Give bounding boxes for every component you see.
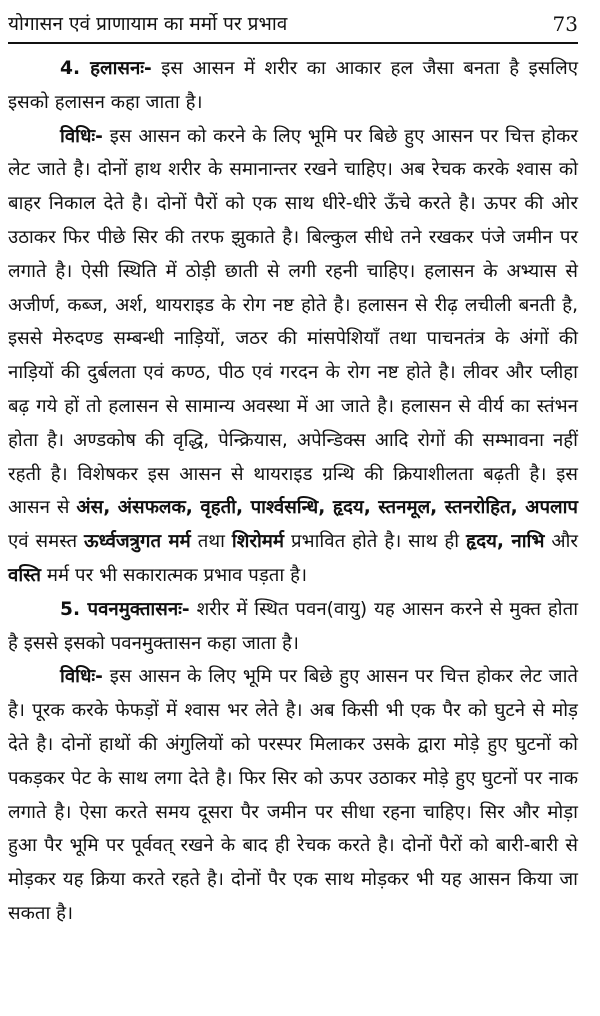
paragraph-text: मर्म पर भी सकारात्मक प्रभाव पड़ता है। [41, 564, 308, 586]
section-heading-halasana: 4. हलासनः- [60, 58, 152, 79]
paragraph-text: प्रभावित होते है। साथ ही [284, 531, 466, 553]
page-number: 73 [552, 12, 578, 36]
page-body [8, 52, 578, 931]
paragraph-halasana-intro [8, 52, 578, 120]
paragraph-text: इस आसन के लिए भूमि पर बिछे हुए आसन पर चित्त होकर लेट जाते है। पूरक करके फेफड़ों में श्वास भर लेते है। अब किसी भी एक पैर को घुटने से मोड़ देते है। दोनों हाथों की अंगुलियों को परस्पर मिलाकर उसके द्वारा मोड़े हुए घुटनों को पकड़कर पेट के साथ लगा देते है। फिर सिर को ऊपर उठाकर मोड़े हुए घुटनों पर नाक लगाते है। ऐसा करते समय दूसरा पैर जमीन पर सीधा रहना चाहिए। सिर और मोड़ा हुआ पैर भूमि पर पूर्ववत् रखने के बाद ही रेचक करते है। दोनों पैरों को बारी-बारी से मोड़कर यह क्रिया करते रहते है। दोनों पैर एक साथ मोड़कर भी यह आसन किया जा सकता है। [8, 666, 578, 924]
paragraph-pavanamuktasana-intro [8, 593, 578, 661]
paragraph-text: इस आसन को करने के लिए भूमि पर बिछे हुए आसन पर चित्त होकर लेट जाते है। दोनों हाथ शरीर के समानान्तर रखने चाहिए। अब रेचक करके श्वास को बाहर निकाल देते है। दोनों पैरों को एक साथ धीरे-धीरे ऊँचे करते है। ऊपर की ओर उठाकर फिर पीछे सिर की तरफ झुकाते है। बिल्कुल सीधे तने रखकर पंजे जमीन पर लगाते है। ऐसी स्थिति में ठोड़ी छाती से लगी रहनी चाहिए। हलासन के अभ्यास से अजीर्ण, कब्ज, अर्श, थायराइड के रोग नष्ट होते है। हलासन से रीढ़ लचीली बनती है, इससे मेरुदण्ड सम्बन्धी नाड़ियों, जठर की मांसपेशियाँ तथा पाचनतंत्र के अंगों की नाड़ियों की दुर्बलता एवं कण्ठ, पीठ एवं गरदन के रोग नष्ट होते है। लीवर और प्लीहा बढ़ गये हों तो हलासन से सामान्य अवस्था में आ जाते है। हलासन से वीर्य का स्तंभन होता है। अण्डकोष की वृद्धि, पेन्क्रियास, अपेन्डिक्स आदि रोगों की सम्भावना नहीं रहती है। विशेषकर इस आसन से थायराइड ग्रन्थि की क्रियाशीलता बढ़ती है। इस आसन से [8, 125, 578, 519]
bold-marma-terms: अंस, अंसफलक, वृहती, पार्श्वसन्धि, हृदय, स्तनमूल, स्तनरोहित, अपलाप [76, 497, 578, 519]
paragraph-text: और [544, 531, 578, 553]
bold-marma-terms: शिरोमर्म [231, 531, 285, 553]
bold-marma-terms: वस्ति [8, 564, 41, 586]
method-heading: विधिः- [60, 666, 103, 688]
bold-marma-terms: ऊर्ध्वजत्रुगत मर्म [84, 531, 191, 553]
paragraph-text: शरीर में स्थित पवन(वायु) यह आसन करने से मुक्त होता है इससे इसको पवनमुक्तासन कहा जाता है। [8, 598, 579, 654]
paragraph-pavanamuktasana-method [8, 660, 578, 930]
paragraph-text: इस आसन में शरीर का आकार हल जैसा बनता है इसलिए इसको हलासन कहा जाता है। [8, 58, 578, 113]
running-title: योगासन एवं प्राणायाम का मर्मो पर प्रभाव [8, 13, 288, 35]
section-heading-pavanamuktasana: 5. पवनमुक्तासनः- [60, 598, 190, 620]
paragraph-text: तथा [190, 531, 232, 553]
running-header [8, 6, 578, 44]
paragraph-halasana-method [8, 120, 578, 593]
paragraph-text: एवं समस्त [8, 531, 84, 553]
bold-marma-terms: हृदय, नाभि [465, 531, 545, 553]
method-heading: विधिः- [60, 125, 103, 147]
